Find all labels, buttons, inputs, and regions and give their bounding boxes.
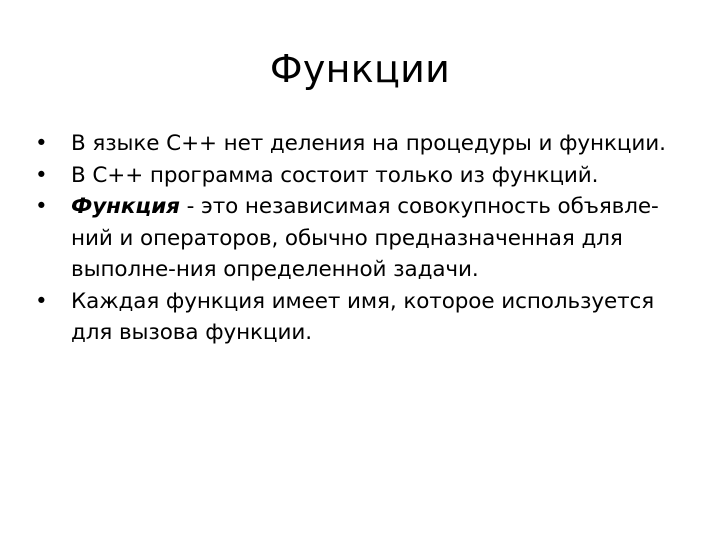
list-item <box>34 286 684 349</box>
slide-title: Функции <box>269 47 451 91</box>
list-item <box>34 128 684 160</box>
bullet-icon: • <box>35 288 48 314</box>
list-item <box>34 191 684 286</box>
bullet-term: Функция <box>71 194 180 219</box>
bullet-icon: • <box>35 162 48 188</box>
bullet-icon: • <box>35 131 48 156</box>
bullet-term-definition: - это независимая совокупность объявле-ний и операторов, обычно предназначенная для выполне-ния определенной задачи. <box>71 194 659 282</box>
bullet-list <box>34 128 684 349</box>
bullet-text: Каждая функция имеет имя, которое используется для вызова функции. <box>71 288 655 345</box>
bullet-text: В языке С++ нет деления на процедуры и функции. <box>71 131 666 156</box>
bullet-icon: • <box>35 194 48 219</box>
bullet-text-with-term <box>71 194 659 282</box>
bullet-text: В С++ программа состоит только из функций. <box>71 162 599 188</box>
list-item <box>34 160 684 192</box>
